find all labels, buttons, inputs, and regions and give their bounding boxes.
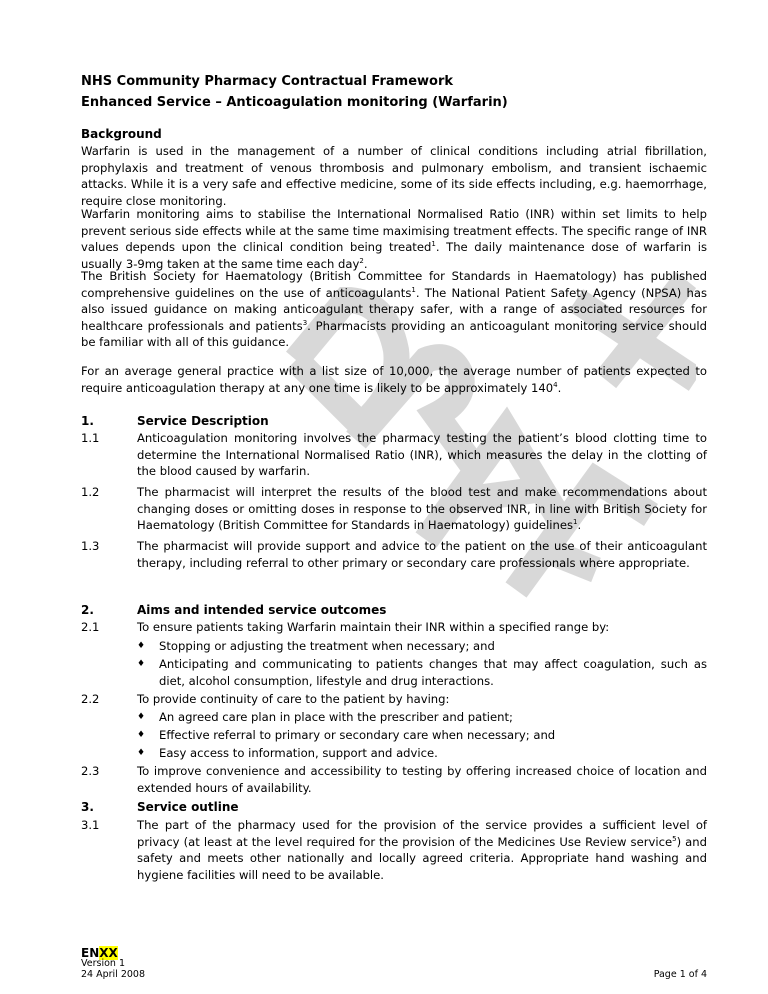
footer-date: 24 April 2008 — [81, 969, 146, 980]
item-2-3-number: 2.3 — [81, 764, 100, 778]
item-2-2-number: 2.2 — [81, 692, 100, 706]
background-heading: Background — [81, 127, 162, 141]
diamond-bullet-icon: ♦ — [137, 712, 146, 722]
item-3-1-text: The part of the pharmacy used for the provision of the service provides a sufficient level of privacy (at least at the level required for the provision of the Medicines Use Review service$^5$) and safety and meets other nationally and locally agreed criteria. Appropriate hand washing and hygiene facilities will need to be available. — [137, 818, 707, 882]
background-paragraph-2: Warfarin monitoring aims to stabilise the International Normalised Ratio (INR) within set limits to help prevent serious side effects while at the same time maximising treatment effects. The specific range of INR values depends upon the clinical condition being treated$^1$. The daily maintenance dose of warfarin is usually 3-9mg taken at the same time each day$^2$. — [81, 207, 707, 271]
section-3-number: 3. — [81, 800, 94, 814]
section-1-number: 1. — [81, 414, 94, 428]
diamond-bullet-icon: ♦ — [137, 641, 146, 651]
background-paragraph-1: Warfarin is used in the management of a number of clinical conditions including atrial fibrillation, prophylaxis and treatment of venous thrombosis and pulmonary embolism, and transient ischaemic attacks. While it is a very safe and effective medicine, some of its side effects including, e.g. haemorrhage, require close monitoring. — [81, 144, 707, 208]
section-2-number: 2. — [81, 603, 94, 617]
background-paragraph-4: For an average general practice with a list size of 10,000, the average number of patients expected to require anticoagulation therapy at any one time is likely to be approximately $140^4$. — [81, 364, 707, 395]
item-2-3-text: To improve convenience and accessibility to testing by offering increased choice of location and extended hours of availability. — [137, 764, 707, 795]
diamond-bullet-icon: ♦ — [137, 659, 146, 669]
highlighted-placeholder: XX — [99, 946, 118, 960]
diamond-bullet-icon: ♦ — [137, 748, 146, 758]
item-2-1-text: To ensure patients taking Warfarin maintain their INR within a specified range by: — [137, 620, 610, 634]
background-paragraph-3: The British Society for Haematology (British Committee for Standards in Haematology) has published comprehensive guidelines on the use of anticoagulants$^1$. The National Patient Safety Agency (NPSA) has also issued guidance on making anticoagulant therapy safer, with a range of associated resources for healthcare professionals and patients$^3$. Pharmacists providing an anticoagulant monitoring service should be familiar with all of this guidance. — [81, 269, 707, 349]
section-2-title: Aims and intended service outcomes — [137, 603, 387, 617]
item-3-1-number: 3.1 — [81, 818, 100, 832]
section-3-title: Service outline — [137, 800, 239, 814]
header-title-line1: NHS Community Pharmacy Contractual Framework — [81, 74, 454, 89]
header-title-line2: Enhanced Service – Anticoagulation monitoring (Warfarin) — [81, 95, 508, 110]
footer-version: Version 1 — [81, 958, 125, 969]
item-1-2-text: The pharmacist will interpret the results of the blood test and make recommendations about changing doses or omitting doses in response to the observed INR, in line with British Society for Haematology (British Committee for Standards in Haematology) guidelines$^1$. — [137, 485, 707, 532]
item-1-1-text: Anticoagulation monitoring involves the pharmacy testing the patient’s blood clotting time to determine the International Normalised Ratio (INR), which measures the delay in the clotting of the blood caused by warfarin. — [137, 431, 707, 478]
item-1-1-number: 1.1 — [81, 431, 100, 445]
footer-document-code: ENXX — [81, 946, 118, 960]
item-1-2-number: 1.2 — [81, 485, 100, 499]
section-1-title: Service Description — [137, 414, 269, 428]
diamond-bullet-icon: ♦ — [137, 730, 146, 740]
item-1-3-number: 1.3 — [81, 539, 100, 553]
item-2-2-text: To provide continuity of care to the patient by having: — [137, 692, 450, 706]
item-2-1-number: 2.1 — [81, 620, 100, 634]
item-1-3-text: The pharmacist will provide support and advice to the patient on the use of their anticoagulant therapy, including referral to other primary or secondary care professionals where appropriate. — [137, 539, 707, 570]
footer-page-number: Page 1 of 4 — [653, 969, 707, 980]
